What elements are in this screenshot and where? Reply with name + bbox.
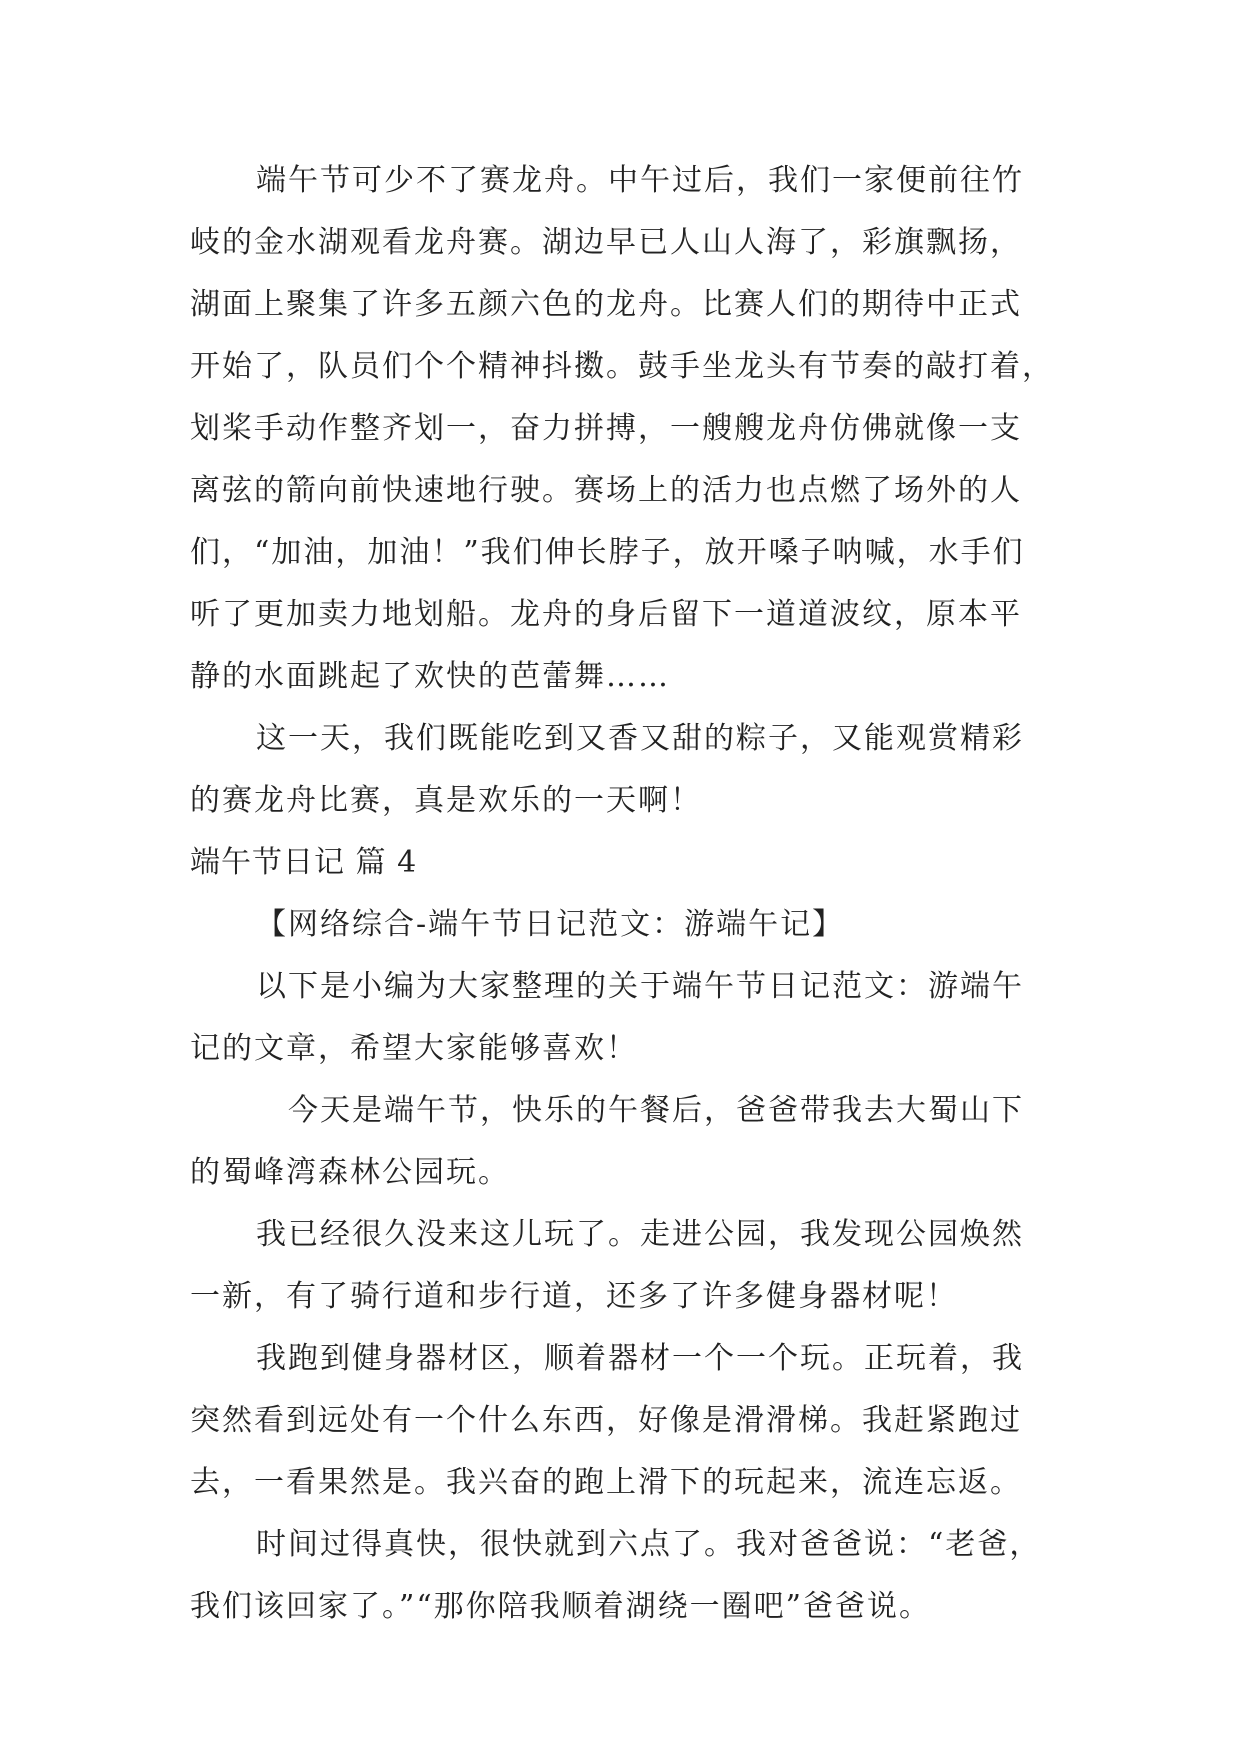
text-line: 划桨手动作整齐划一，奋力拼搏，一艘艘龙舟仿佛就像一支 [190, 411, 1022, 446]
paragraph-park-renewed [190, 1204, 1060, 1328]
text-line: 记的文章，希望大家能够喜欢！ [190, 1031, 638, 1066]
paragraph-dragon-boat-race [190, 150, 1060, 708]
text-line: 以下是小编为大家整理的关于端午节日记范文：游端午 [256, 969, 1024, 1004]
text-line: 今天是端午节，快乐的午餐后，爸爸带我去大蜀山下 [288, 1093, 1024, 1128]
paragraph-happy-day [190, 708, 1060, 832]
document-body [190, 150, 1060, 1638]
text-line: 开始了，队员们个个精神抖擞。鼓手坐龙头有节奏的敲打着， [190, 349, 1054, 384]
text-line: 端午节可少不了赛龙舟。中午过后，我们一家便前往竹 [256, 163, 1024, 198]
text-line: 们，“加油，加油！”我们伸长脖子，放开嗓子呐喊，水手们 [190, 535, 1025, 570]
paragraph-park-trip [190, 1080, 1060, 1204]
text-line: 的蜀峰湾森林公园玩。 [190, 1155, 510, 1190]
text-line: 突然看到远处有一个什么东西，好像是滑滑梯。我赶紧跑过 [190, 1403, 1022, 1438]
article-subheading: 【网络综合-端午节日记范文：游端午记】 [256, 907, 845, 942]
section-heading: 端午节日记 篇 4 [190, 845, 418, 880]
text-line: 时间过得真快，很快就到六点了。我对爸爸说：“老爸， [256, 1527, 1042, 1562]
paragraph-going-home [190, 1514, 1060, 1638]
text-line: 静的水面跳起了欢快的芭蕾舞…… [190, 659, 670, 694]
text-line: 听了更加卖力地划船。龙舟的身后留下一道道波纹，原本平 [190, 597, 1022, 632]
text-line: 离弦的箭向前快速地行驶。赛场上的活力也点燃了场外的人 [190, 473, 1022, 508]
text-line: 我跑到健身器材区，顺着器材一个一个玩。正玩着，我 [256, 1341, 1024, 1376]
text-line: 湖面上聚集了许多五颜六色的龙舟。比赛人们的期待中正式 [190, 287, 1022, 322]
text-line: 去，一看果然是。我兴奋的跑上滑下的玩起来，流连忘返。 [190, 1465, 1022, 1500]
text-line: 一新，有了骑行道和步行道，还多了许多健身器材呢！ [190, 1279, 958, 1314]
text-line: 的赛龙舟比赛，真是欢乐的一天啊！ [190, 783, 702, 818]
text-line: 我已经很久没来这儿玩了。走进公园，我发现公园焕然 [256, 1217, 1024, 1252]
text-line: 岐的金水湖观看龙舟赛。湖边早已人山人海了，彩旗飘扬， [190, 225, 1022, 260]
text-line: 这一天，我们既能吃到又香又甜的粽子，又能观赏精彩 [256, 721, 1024, 756]
paragraph-slide [190, 1328, 1060, 1514]
paragraph-intro [190, 956, 1060, 1080]
text-line: 我们该回家了。”“那你陪我顺着湖绕一圈吧”爸爸说。 [190, 1589, 932, 1624]
